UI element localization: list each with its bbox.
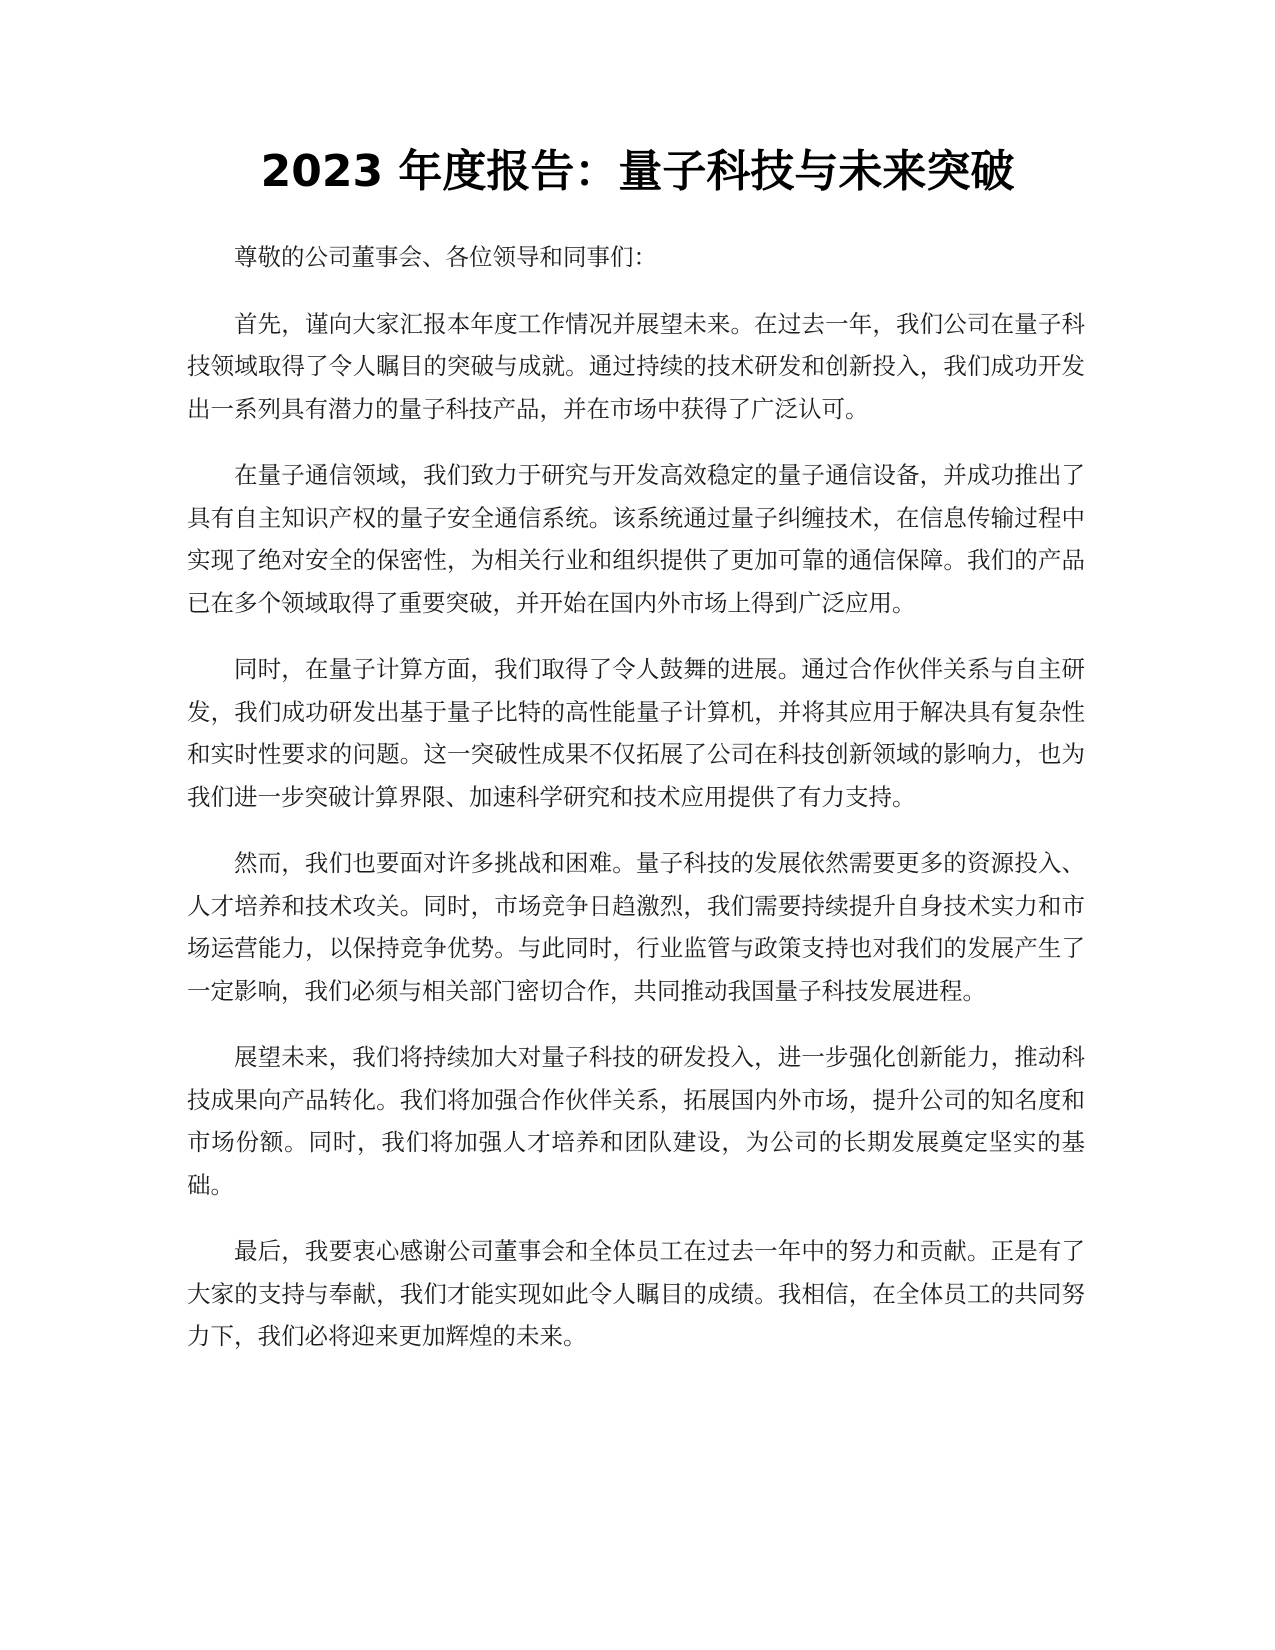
document-body — [187, 236, 1085, 1382]
page-title: 2023 年度报告：量子科技与未来突破 — [260, 146, 1015, 197]
body-paragraph-closing: 最后，我要衷心感谢公司董事会和全体员工在过去一年中的努力和贡献。正是有了大家的支持与奉献，我们才能实现如此令人瞩目的成绩。我相信，在全体员工的共同努力下，我们必将迎来更加辉煌的未来。 — [187, 1237, 1085, 1350]
salutation-paragraph: 尊敬的公司董事会、各位领导和同事们： — [234, 243, 657, 271]
body-paragraph-challenges: 然而，我们也要面对许多挑战和困难。量子科技的发展依然需要更多的资源投入、人才培养和技术攻关。同时，市场竞争日趋激烈，我们需要持续提升自身技术实力和市场运营能力，以保持竞争优势。与此同时，行业监管与政策支持也对我们的发展产生了一定影响，我们必须与相关部门密切合作，共同推动我国量子科技发展进程。 — [187, 849, 1085, 1005]
body-paragraph-communication: 在量子通信领域，我们致力于研究与开发高效稳定的量子通信设备，并成功推出了具有自主知识产权的量子安全通信系统。该系统通过量子纠缠技术，在信息传输过程中实现了绝对安全的保密性，为相关行业和组织提供了更加可靠的通信保障。我们的产品已在多个领域取得了重要突破，并开始在国内外市场上得到广泛应用。 — [187, 461, 1085, 617]
body-paragraph-computing: 同时，在量子计算方面，我们取得了令人鼓舞的进展。通过合作伙伴关系与自主研发，我们成功研发出基于量子比特的高性能量子计算机，并将其应用于解决具有复杂性和实时性要求的问题。这一突破性成果不仅拓展了公司在科技创新领域的影响力，也为我们进一步突破计算界限、加速科学研究和技术应用提供了有力支持。 — [187, 655, 1085, 811]
body-paragraph-outlook: 展望未来，我们将持续加大对量子科技的研发投入，进一步强化创新能力，推动科技成果向产品转化。我们将加强合作伙伴关系，拓展国内外市场，提升公司的知名度和市场份额。同时，我们将加强人才培养和团队建设，为公司的长期发展奠定坚实的基础。 — [187, 1043, 1085, 1199]
body-paragraph-intro: 首先，谨向大家汇报本年度工作情况并展望未来。在过去一年，我们公司在量子科技领域取得了令人瞩目的突破与成就。通过持续的技术研发和创新投入，我们成功开发出一系列具有潜力的量子科技产品，并在市场中获得了广泛认可。 — [187, 309, 1085, 423]
